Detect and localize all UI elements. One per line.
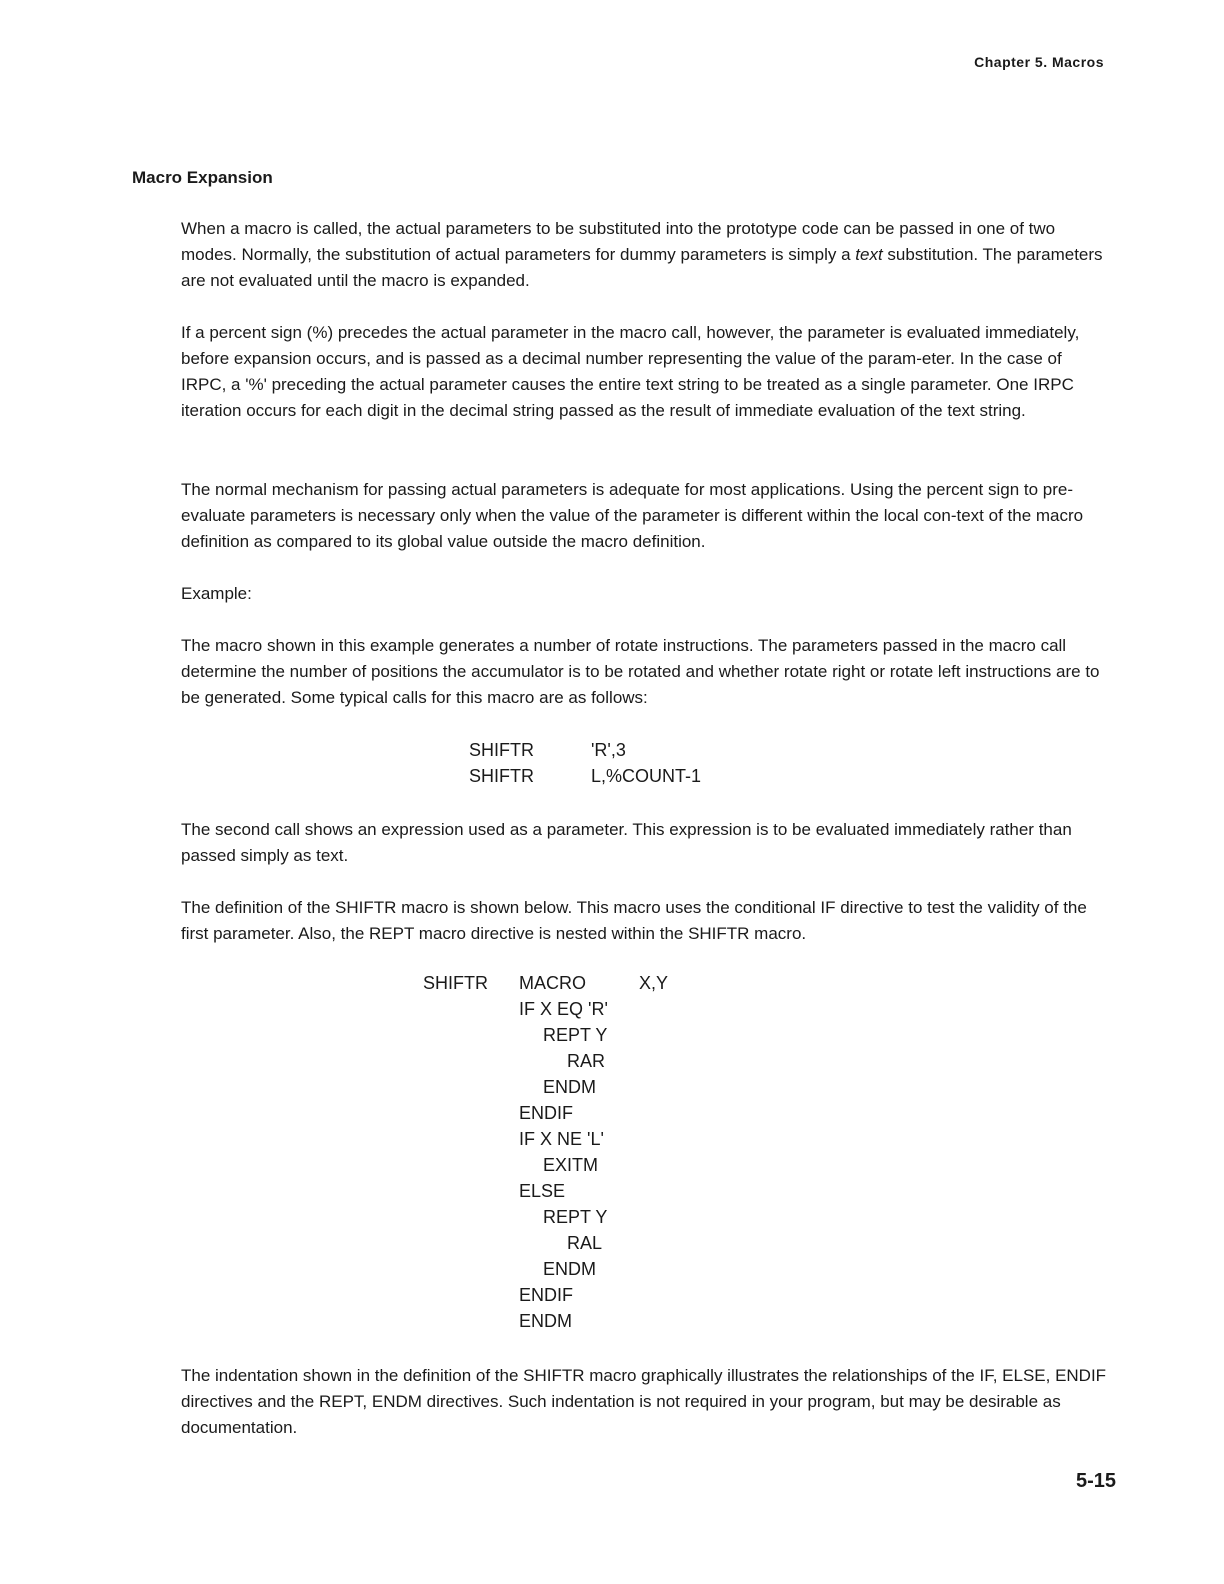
definition-line: ELSE xyxy=(519,1181,566,1201)
running-head: Chapter 5. Macros xyxy=(974,54,1104,70)
definition-line: ENDM xyxy=(543,1259,596,1279)
definition-directive: MACRO xyxy=(519,973,586,993)
definition-line: ENDIF xyxy=(519,1285,573,1305)
paragraph-indentation: The indentation shown in the definition of the SHIFTR macro graphically illustrates the relationships of the IF, ELSE, ENDIF directives and the REPT, ENDM directives. Such indentation is not required in your program, but may be desirable as documentation. xyxy=(181,1366,1107,1437)
definition-params: X,Y xyxy=(639,973,669,993)
definition-line: RAL xyxy=(567,1233,603,1253)
paragraph-percent-sign: If a percent sign (%) precedes the actual parameter in the macro call, however, the parameter is evaluated immediately, before expansion occurs, and is passed as a decimal number representing the value of the param-eter. In the case of IRPC, a '%' preceding the actual parameter causes the entire text string to be treated as a single parameter. One IRPC iteration occurs for each digit in the decimal string passed as the result of immediate evaluation of the text string. xyxy=(181,323,1080,420)
paragraph-normal-mechanism: The normal mechanism for passing actual parameters is adequate for most applications. Using the percent sign to pre-evaluate parameters is necessary only when the value of the parameter is different within the local con-text of the macro definition as compared to its global value outside the macro definition. xyxy=(181,480,1084,551)
paragraph-text: substitution. The parameters are not evaluated until the macro is expanded. xyxy=(181,245,1103,290)
call-1-args: 'R',3 xyxy=(591,740,626,760)
definition-line: REPT Y xyxy=(543,1207,608,1227)
definition-line: ENDM xyxy=(519,1311,572,1331)
example-label: Example: xyxy=(181,584,252,603)
definition-line: IF X EQ 'R' xyxy=(519,999,608,1019)
definition-line: ENDM xyxy=(543,1077,596,1097)
definition-line: ENDIF xyxy=(519,1103,573,1123)
definition-line: IF X NE 'L' xyxy=(519,1129,604,1149)
page-number: 5-15 xyxy=(1075,1470,1116,1492)
emphasis-text: text xyxy=(855,245,883,264)
paragraph-text: When a macro is called, the actual parameters to be substituted into the prototype code can be passed in one of two modes. Normally, the substitution of actual parameters for dummy parameters is simply a xyxy=(181,219,1056,264)
paragraph-definition-intro: The definition of the SHIFTR macro is shown below. This macro uses the conditional IF directive to test the validity of the first parameter. Also, the REPT macro directive is nested within the SHIFTR macro. xyxy=(181,898,1087,943)
call-1-op: SHIFTR xyxy=(469,740,534,760)
definition-line: RAR xyxy=(567,1051,606,1071)
definition-line: EXITM xyxy=(543,1155,599,1175)
paragraph-modes xyxy=(181,216,1111,294)
paragraph-example-intro: The macro shown in this example generates a number of rotate instructions. The parameters passed in the macro call determine the number of positions the accumulator is to be rotated and whether rotate right or rotate left instructions are to be generated. Some typical calls for this macro are as follows: xyxy=(181,636,1100,707)
call-2-args: L,%COUNT-1 xyxy=(591,766,702,786)
definition-label: SHIFTR xyxy=(423,973,488,993)
definition-line: REPT Y xyxy=(543,1025,608,1045)
paragraph-second-call: The second call shows an expression used as a parameter. This expression is to be evaluated immediately rather than passed simply as text. xyxy=(181,820,1072,865)
section-title: Macro Expansion xyxy=(132,168,273,187)
call-2-op: SHIFTR xyxy=(469,766,534,786)
